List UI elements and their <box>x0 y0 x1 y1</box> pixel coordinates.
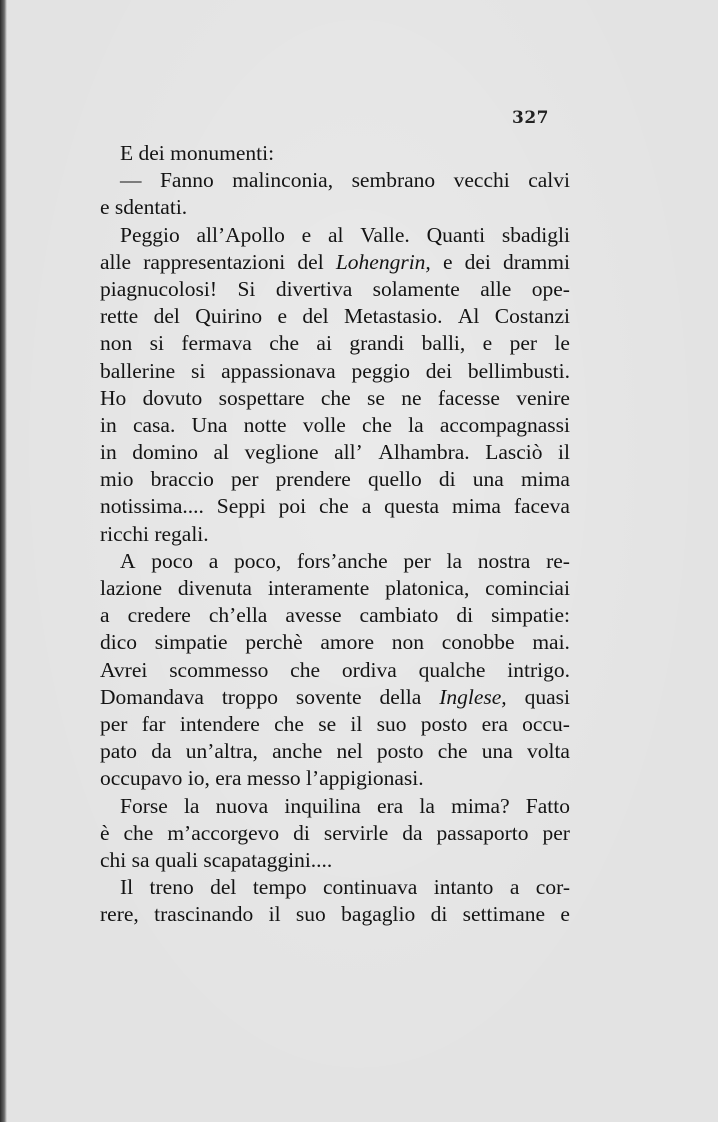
word: ordiva <box>341 657 397 682</box>
word: della <box>379 684 422 709</box>
word: Al <box>457 304 480 329</box>
text-line <box>100 765 570 792</box>
word: credere <box>127 603 191 628</box>
word: servirle <box>323 820 389 845</box>
word: accompagnassi <box>439 412 570 437</box>
word: A <box>120 548 136 573</box>
word: tempo <box>252 875 307 900</box>
word: suo <box>295 902 326 927</box>
word: alle <box>480 276 512 301</box>
word: per <box>403 548 431 573</box>
word: posto <box>376 739 424 764</box>
word: suo <box>376 711 407 736</box>
word: dovuto <box>142 385 203 410</box>
word: e <box>301 222 312 247</box>
word: bellimbusti. <box>467 358 570 383</box>
word: intendere <box>179 711 260 736</box>
word: mima <box>451 494 501 519</box>
text-line <box>100 793 570 820</box>
word: la <box>183 793 200 818</box>
text-line <box>100 874 570 901</box>
word: mai. <box>532 630 570 655</box>
word: divertiva <box>275 276 353 301</box>
text-line <box>100 738 570 765</box>
word: era <box>215 766 242 791</box>
text-line <box>100 385 570 412</box>
word: faceva <box>513 494 570 519</box>
word: mima? <box>451 793 510 818</box>
text-line <box>100 493 570 520</box>
word: dico <box>100 630 138 655</box>
word: posto <box>420 711 468 736</box>
word: lazione <box>100 576 163 600</box>
word: scapataggini.... <box>203 847 333 872</box>
word: treno <box>149 875 194 900</box>
text-line <box>100 629 570 656</box>
word: il <box>268 902 281 927</box>
word: e <box>100 195 110 220</box>
word: perchè <box>245 630 303 655</box>
word: il <box>350 711 363 736</box>
text-line <box>100 276 570 303</box>
word: grandi <box>349 331 405 356</box>
word: poco, <box>234 548 282 573</box>
word: scommesso <box>169 657 269 682</box>
word: del <box>210 875 237 900</box>
word: Alhambra. <box>378 440 470 465</box>
page-binding-edge <box>0 0 7 1122</box>
word: monumenti: <box>170 141 275 165</box>
word: regali. <box>154 521 209 546</box>
word: a <box>509 875 520 900</box>
word: trascinando <box>154 902 254 927</box>
word: nuova <box>215 793 269 818</box>
text-line <box>100 439 570 466</box>
word: da <box>402 820 423 845</box>
word: volta <box>526 739 570 764</box>
word: è <box>100 820 110 845</box>
word: appassionava <box>221 358 336 383</box>
text-line <box>100 466 570 493</box>
word: facesse <box>437 385 500 410</box>
word: al <box>213 440 230 465</box>
text-line <box>100 249 570 276</box>
word: cor- <box>535 875 570 900</box>
word: troppo <box>221 684 278 709</box>
word: si <box>149 331 164 356</box>
text-line <box>100 521 570 548</box>
word: la <box>419 793 435 818</box>
word: Quanti <box>426 222 486 247</box>
word: ballerine <box>100 358 176 383</box>
word: era <box>481 711 508 736</box>
word: di <box>430 902 448 927</box>
word: E <box>120 141 134 165</box>
word: Metastasio. <box>344 304 443 329</box>
word: che <box>290 657 320 682</box>
text-line <box>100 657 570 684</box>
word: e <box>277 304 287 329</box>
text-line <box>100 901 570 928</box>
word: per <box>231 467 259 492</box>
word: Peggio <box>120 222 180 247</box>
page-number: 327 <box>512 108 549 128</box>
word: notissima.... <box>100 494 204 519</box>
word: non <box>391 630 425 655</box>
text-line <box>100 222 570 249</box>
word: Fatto <box>525 793 570 818</box>
word: peggio <box>351 358 411 383</box>
word: rappresentazioni <box>143 249 286 274</box>
word: ricchi <box>100 521 149 546</box>
word: di <box>293 820 310 845</box>
word: dei <box>464 249 491 274</box>
word: ne <box>401 385 422 410</box>
word: la <box>446 548 463 573</box>
word: Il <box>120 875 134 900</box>
text-line <box>100 548 570 575</box>
word: che <box>319 494 349 519</box>
word: e <box>482 331 493 356</box>
word: sbadigli <box>501 222 570 247</box>
word: intrigo. <box>507 657 570 682</box>
word: in <box>100 440 117 465</box>
word: si <box>190 358 206 383</box>
word: drammi <box>503 249 570 274</box>
word: in <box>100 412 117 437</box>
word: sa <box>131 847 150 872</box>
word: bagaglio <box>341 902 416 927</box>
word: settimane <box>462 902 546 927</box>
word: Lasciò <box>485 440 543 465</box>
text-line <box>100 602 570 629</box>
text-line <box>100 711 570 738</box>
word: per <box>100 711 128 736</box>
word: che <box>362 412 392 437</box>
word: nel <box>336 739 363 764</box>
word: sovente <box>295 684 362 709</box>
word: amore <box>320 630 375 655</box>
word: sembrano <box>351 168 436 193</box>
word: che <box>437 739 468 764</box>
word: quello <box>368 467 422 492</box>
word: sospettare <box>218 385 305 410</box>
word: interamente <box>267 576 370 600</box>
word: Inglese, <box>439 684 507 709</box>
word: a <box>208 548 219 573</box>
word: sdentati. <box>114 195 188 220</box>
body-text <box>100 140 570 928</box>
text-line <box>100 412 570 439</box>
word: Fanno <box>159 168 214 193</box>
word: che <box>274 711 304 736</box>
word: al <box>327 222 344 247</box>
text-line <box>100 358 570 385</box>
word: rere, <box>100 902 139 927</box>
word: Costanzi <box>494 304 570 329</box>
word: chi <box>100 847 127 872</box>
word: del <box>297 249 324 274</box>
word: venire <box>516 385 570 410</box>
word: veglione <box>244 440 319 465</box>
word: re- <box>546 548 570 573</box>
word: piagnucolosi! <box>100 276 218 301</box>
word: se <box>367 385 385 410</box>
word: poi <box>278 494 307 519</box>
word: casa. <box>132 412 176 437</box>
word: intanto <box>433 875 494 900</box>
word: — <box>120 168 142 193</box>
word: fermava <box>181 331 252 356</box>
word: calvi <box>528 168 570 193</box>
word: Forse <box>120 793 168 818</box>
word: nostra <box>477 548 531 573</box>
word: Valle. <box>360 222 410 247</box>
word: a <box>361 494 372 519</box>
word: questa <box>384 494 440 519</box>
word: braccio <box>150 467 214 492</box>
word: domino <box>132 440 198 465</box>
word: mima <box>521 467 570 492</box>
word: divenuta <box>177 576 252 600</box>
word: di <box>438 467 456 492</box>
word: solamente <box>372 276 460 301</box>
word: m’accorgevo <box>167 820 280 845</box>
word: Quirino <box>195 304 263 329</box>
word: un’altra, <box>185 739 258 764</box>
word: passaporto <box>436 820 529 845</box>
word: quasi <box>524 684 570 709</box>
text-line <box>100 167 570 194</box>
word: se <box>318 711 337 736</box>
word: simpatie: <box>491 603 570 628</box>
word: occupavo <box>100 766 183 791</box>
word: rette <box>100 304 139 329</box>
word: conobbe <box>441 630 515 655</box>
word: balli, <box>421 331 466 356</box>
text-line <box>100 140 570 167</box>
word: io, <box>187 766 210 791</box>
word: alle <box>100 249 132 274</box>
word: era <box>376 793 404 818</box>
word: pato <box>100 739 138 764</box>
word: ai <box>316 331 332 356</box>
word: vecchi <box>453 168 510 193</box>
text-line <box>100 194 570 221</box>
word: quali <box>154 847 198 872</box>
word: cominciai <box>485 576 570 600</box>
word: notte <box>243 412 287 437</box>
word: e <box>560 902 570 927</box>
word: messo <box>246 766 301 791</box>
word: malinconia, <box>232 168 334 193</box>
word: l’appigionasi. <box>306 766 424 791</box>
word: all’ <box>334 440 363 465</box>
word: simpatie <box>154 630 228 655</box>
word: Ho <box>100 385 127 410</box>
word: Avrei <box>100 657 148 682</box>
word: cambiato <box>359 603 439 628</box>
word: Lohengrin, <box>335 249 431 274</box>
word: dei <box>425 358 453 383</box>
word: avesse <box>285 603 342 628</box>
text-line <box>100 820 570 847</box>
word: per <box>542 820 570 845</box>
word: Seppi <box>216 494 266 519</box>
word: di <box>456 603 474 628</box>
word: per <box>509 331 538 356</box>
word: platonica, <box>385 576 470 600</box>
word: da <box>151 739 172 764</box>
word: che <box>320 385 351 410</box>
word: anche <box>272 739 323 764</box>
word: le <box>554 331 570 356</box>
word: ch’ella <box>208 603 268 628</box>
word: a <box>100 603 110 628</box>
text-line <box>100 847 570 874</box>
word: Domandava <box>100 684 204 709</box>
word: e <box>442 249 453 274</box>
word: del <box>153 304 180 329</box>
word: una <box>481 739 513 764</box>
word: mio <box>100 467 134 492</box>
word: prendere <box>275 467 351 492</box>
word: poco <box>151 548 194 573</box>
word: inquilina <box>284 793 361 818</box>
word: la <box>408 412 424 437</box>
word: Si <box>237 276 256 301</box>
word: il <box>558 440 570 465</box>
word: ope- <box>531 276 570 301</box>
word: dei <box>138 141 165 165</box>
word: occu- <box>522 711 570 736</box>
text-line <box>100 330 570 357</box>
word: fors’anche <box>296 548 388 573</box>
word: del <box>302 304 329 329</box>
word: continuava <box>322 875 418 900</box>
word: una <box>472 467 504 492</box>
word: che <box>123 820 154 845</box>
word: Una <box>191 412 228 437</box>
word: non <box>100 331 133 356</box>
word: all’Apollo <box>196 222 285 247</box>
word: che <box>269 331 300 356</box>
text-line <box>100 303 570 330</box>
text-line <box>100 684 570 711</box>
word: volle <box>302 412 346 437</box>
word: qualche <box>418 657 486 682</box>
word: far <box>141 711 166 736</box>
text-line <box>100 575 570 602</box>
